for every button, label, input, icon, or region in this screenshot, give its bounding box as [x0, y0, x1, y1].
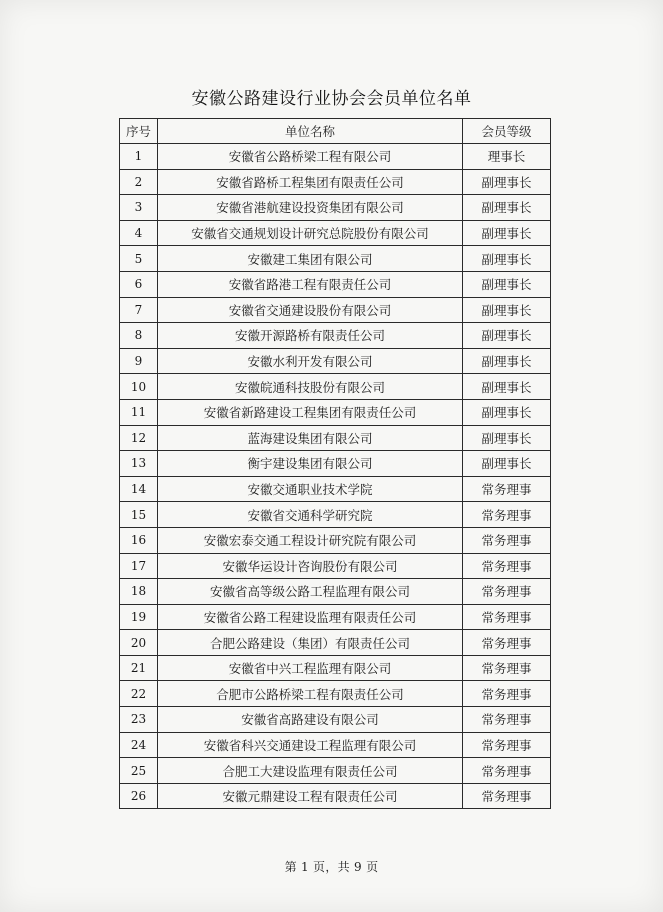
table-row [120, 527, 551, 553]
table-row [120, 655, 551, 681]
row-number: 24 [120, 732, 158, 758]
table-row [120, 195, 551, 221]
table-row [120, 246, 551, 272]
row-number: 11 [120, 399, 158, 425]
row-unit-name: 安徽省公路工程建设监理有限责任公司 [158, 604, 463, 630]
row-unit-name: 安徽省高等级公路工程监理有限公司 [158, 579, 463, 605]
row-unit-name: 安徽省中兴工程监理有限公司 [158, 655, 463, 681]
row-number: 1 [120, 144, 158, 170]
row-unit-name: 安徽省路桥工程集团有限责任公司 [158, 169, 463, 195]
row-member-level: 常务理事 [463, 707, 551, 733]
table-row [120, 553, 551, 579]
row-number: 7 [120, 297, 158, 323]
header-no: 序号 [120, 119, 158, 144]
row-member-level: 副理事长 [463, 169, 551, 195]
row-number: 4 [120, 220, 158, 246]
row-unit-name: 合肥公路建设（集团）有限责任公司 [158, 630, 463, 656]
row-unit-name: 安徽省公路桥梁工程有限公司 [158, 144, 463, 170]
row-number: 18 [120, 579, 158, 605]
row-member-level: 常务理事 [463, 527, 551, 553]
row-number: 10 [120, 374, 158, 400]
table-row [120, 476, 551, 502]
table-row [120, 783, 551, 809]
table-row [120, 707, 551, 733]
row-member-level: 理事长 [463, 144, 551, 170]
row-unit-name: 安徽省交通科学研究院 [158, 502, 463, 528]
row-number: 2 [120, 169, 158, 195]
row-number: 13 [120, 451, 158, 477]
row-unit-name: 安徽省交通规划设计研究总院股份有限公司 [158, 220, 463, 246]
table-row [120, 425, 551, 451]
row-number: 20 [120, 630, 158, 656]
table-row [120, 399, 551, 425]
row-unit-name: 安徽省高路建设有限公司 [158, 707, 463, 733]
row-member-level: 常务理事 [463, 655, 551, 681]
row-unit-name: 安徽元鼎建设工程有限责任公司 [158, 783, 463, 809]
row-unit-name: 安徽华运设计咨询股份有限公司 [158, 553, 463, 579]
page-footer: 第 1 页，共 9 页 [284, 860, 379, 874]
header-name: 单位名称 [158, 119, 463, 144]
table-row [120, 604, 551, 630]
row-unit-name: 安徽省路港工程有限责任公司 [158, 271, 463, 297]
row-member-level: 常务理事 [463, 732, 551, 758]
row-unit-name: 安徽省新路建设工程集团有限责任公司 [158, 399, 463, 425]
row-unit-name: 安徽省港航建设投资集团有限公司 [158, 195, 463, 221]
row-member-level: 常务理事 [463, 553, 551, 579]
row-member-level: 副理事长 [463, 271, 551, 297]
row-member-level: 副理事长 [463, 323, 551, 349]
row-unit-name: 安徽省交通建设股份有限公司 [158, 297, 463, 323]
table-row [120, 220, 551, 246]
row-number: 19 [120, 604, 158, 630]
row-member-level: 副理事长 [463, 374, 551, 400]
table-row [120, 502, 551, 528]
table-row [120, 348, 551, 374]
table-row [120, 169, 551, 195]
row-member-level: 副理事长 [463, 348, 551, 374]
row-unit-name: 安徽建工集团有限公司 [158, 246, 463, 272]
row-member-level: 副理事长 [463, 451, 551, 477]
row-member-level: 副理事长 [463, 246, 551, 272]
row-member-level: 常务理事 [463, 758, 551, 784]
document-title: 安徽公路建设行业协会会员单位名单 [191, 89, 472, 109]
table-row [120, 374, 551, 400]
table-row [120, 451, 551, 477]
table-row [120, 758, 551, 784]
row-number: 6 [120, 271, 158, 297]
table-row [120, 323, 551, 349]
row-unit-name: 安徽宏泰交通工程设计研究院有限公司 [158, 527, 463, 553]
row-unit-name: 安徽省科兴交通建设工程监理有限公司 [158, 732, 463, 758]
row-member-level: 副理事长 [463, 425, 551, 451]
row-unit-name: 安徽水利开发有限公司 [158, 348, 463, 374]
row-member-level: 副理事长 [463, 220, 551, 246]
row-unit-name: 衡宇建设集团有限公司 [158, 451, 463, 477]
row-number: 3 [120, 195, 158, 221]
row-number: 21 [120, 655, 158, 681]
row-member-level: 常务理事 [463, 783, 551, 809]
row-member-level: 常务理事 [463, 630, 551, 656]
row-number: 25 [120, 758, 158, 784]
row-number: 17 [120, 553, 158, 579]
member-table [119, 118, 551, 809]
table-row [120, 630, 551, 656]
row-number: 12 [120, 425, 158, 451]
row-member-level: 常务理事 [463, 579, 551, 605]
table-row [120, 144, 551, 170]
row-unit-name: 安徽皖通科技股份有限公司 [158, 374, 463, 400]
row-unit-name: 合肥工大建设监理有限责任公司 [158, 758, 463, 784]
row-number: 22 [120, 681, 158, 707]
header-level: 会员等级 [463, 119, 551, 144]
row-number: 26 [120, 783, 158, 809]
row-unit-name: 安徽交通职业技术学院 [158, 476, 463, 502]
table-body [120, 144, 551, 809]
row-member-level: 常务理事 [463, 681, 551, 707]
row-unit-name: 安徽开源路桥有限责任公司 [158, 323, 463, 349]
row-unit-name: 合肥市公路桥梁工程有限责任公司 [158, 681, 463, 707]
row-number: 8 [120, 323, 158, 349]
table-row [120, 681, 551, 707]
row-member-level: 副理事长 [463, 297, 551, 323]
table-row [120, 271, 551, 297]
row-unit-name: 蓝海建设集团有限公司 [158, 425, 463, 451]
row-number: 14 [120, 476, 158, 502]
row-number: 9 [120, 348, 158, 374]
table-header-row [120, 119, 551, 144]
table-row [120, 297, 551, 323]
row-member-level: 常务理事 [463, 604, 551, 630]
row-number: 5 [120, 246, 158, 272]
table-row [120, 579, 551, 605]
row-number: 15 [120, 502, 158, 528]
row-member-level: 常务理事 [463, 476, 551, 502]
row-number: 16 [120, 527, 158, 553]
row-member-level: 副理事长 [463, 399, 551, 425]
row-member-level: 常务理事 [463, 502, 551, 528]
row-number: 23 [120, 707, 158, 733]
table-row [120, 732, 551, 758]
row-member-level: 副理事长 [463, 195, 551, 221]
